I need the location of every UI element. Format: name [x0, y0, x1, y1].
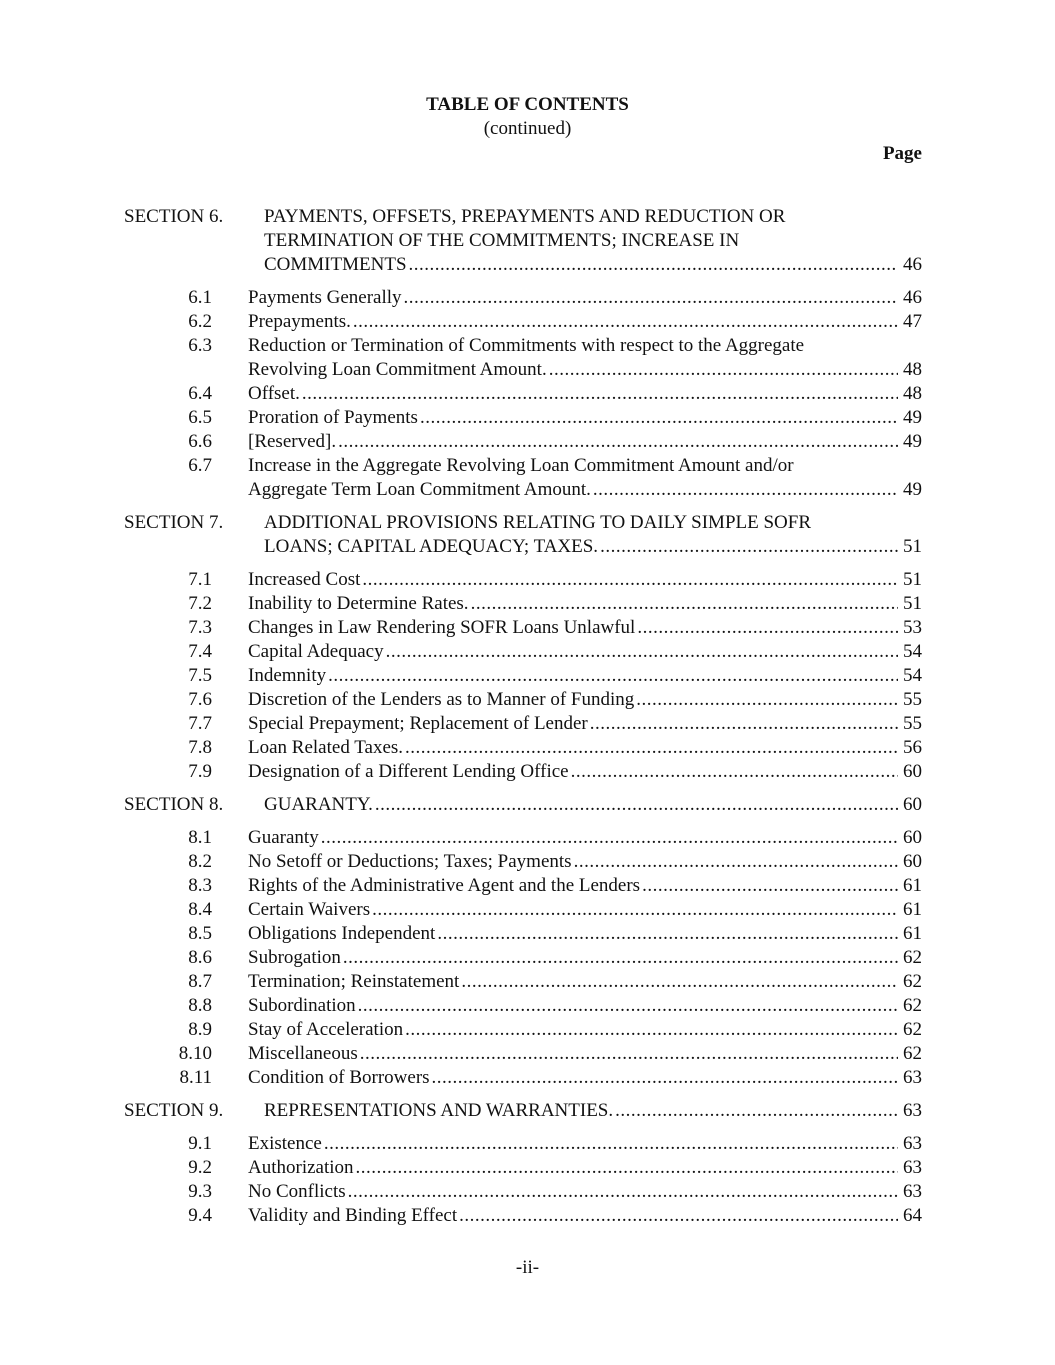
entry-body: [248, 850, 922, 874]
dot-leader: [405, 1018, 898, 1042]
section-heading: [264, 1099, 922, 1123]
entry-last-line: [248, 760, 922, 784]
entry-number: 6.2: [188, 311, 212, 332]
entry-body: [248, 736, 922, 760]
entry-number: 7.3: [188, 617, 212, 638]
entry-body: [248, 640, 922, 664]
section-heading-text: ADDITIONAL PROVISIONS RELATING TO DAILY SIMPLE SOFR: [264, 512, 812, 533]
dot-leader: [549, 358, 898, 382]
entry-body: [248, 1018, 922, 1042]
entry-title: No Setoff or Deductions; Taxes; Payments: [248, 851, 572, 872]
entry-page-number: 54: [903, 665, 922, 686]
toc-entry[interactable]: [0, 922, 1055, 946]
entry-text: Reduction or Termination of Commitments with respect to the Aggregate: [248, 335, 805, 356]
dot-leader: [338, 430, 898, 454]
section-heading-last-line: [264, 253, 922, 277]
entry-title: Indemnity: [248, 665, 327, 686]
dot-leader: [642, 874, 898, 898]
entry-title: No Conflicts: [248, 1181, 346, 1202]
toc-list: [0, 205, 1055, 1228]
toc-entry[interactable]: [0, 994, 1055, 1018]
entry-last-line: [248, 616, 922, 640]
entry-last-line: [248, 688, 922, 712]
dot-leader: [302, 382, 898, 406]
entry-page-number: 60: [903, 761, 922, 782]
entry-body: [248, 1066, 922, 1090]
section-heading: [264, 205, 922, 277]
section-heading-last-line: [264, 535, 922, 559]
entry-number: 9.2: [188, 1157, 212, 1178]
entry-page-number: 62: [903, 995, 922, 1016]
entry-page-number: 63: [903, 1157, 922, 1178]
dot-leader: [593, 478, 898, 502]
toc-subtitle: (continued): [483, 118, 572, 139]
entry-title: Offset.: [248, 383, 300, 404]
dot-leader: [461, 970, 898, 994]
toc-entry[interactable]: [0, 1066, 1055, 1090]
section-heading-last-line: [264, 793, 922, 817]
toc-entry[interactable]: [0, 616, 1055, 640]
entry-title: Changes in Law Rendering SOFR Loans Unlawful: [248, 617, 636, 638]
entry-last-line: [248, 382, 922, 406]
entry-body: [248, 1180, 922, 1204]
entry-last-line: [248, 406, 922, 430]
dot-leader: [375, 793, 898, 817]
dot-leader: [324, 1132, 898, 1156]
dot-leader: [348, 1180, 898, 1204]
dot-leader: [459, 1204, 898, 1228]
entry-number: 8.5: [188, 923, 212, 944]
entry-title: Capital Adequacy: [248, 641, 384, 662]
entry-title: Existence: [248, 1133, 322, 1154]
toc-entry[interactable]: [0, 406, 1055, 430]
toc-entry[interactable]: [0, 1042, 1055, 1066]
entry-number: 6.5: [188, 407, 212, 428]
entry-last-line: [248, 358, 922, 382]
entry-last-line: [248, 640, 922, 664]
dot-leader: [420, 406, 898, 430]
section-heading-last-line: [264, 1099, 922, 1123]
section-heading-title: REPRESENTATIONS AND WARRANTIES.: [264, 1100, 614, 1121]
entry-number: 7.4: [188, 641, 212, 662]
entry-number: 8.3: [188, 875, 212, 896]
entry-number: 7.9: [188, 761, 212, 782]
toc-entry[interactable]: [0, 736, 1055, 760]
dot-leader: [372, 898, 898, 922]
section-heading-title: GUARANTY.: [264, 794, 373, 815]
entry-body: [248, 994, 922, 1018]
page-number-footer: -ii-: [515, 1257, 540, 1278]
entry-number: 8.10: [178, 1043, 212, 1064]
entry-last-line: [248, 1066, 922, 1090]
entry-body: [248, 616, 922, 640]
dot-leader: [637, 616, 898, 640]
dot-leader: [404, 286, 898, 310]
entry-number: 6.6: [188, 431, 212, 452]
dot-leader: [636, 688, 898, 712]
entry-title: Aggregate Term Loan Commitment Amount.: [248, 479, 591, 500]
entry-last-line: [248, 664, 922, 688]
entry-number: 8.9: [188, 1019, 212, 1040]
section-subentries: [0, 286, 1055, 502]
entry-title: Revolving Loan Commitment Amount.: [248, 359, 547, 380]
entry-text: Increase in the Aggregate Revolving Loan Commitment Amount and/or: [248, 455, 794, 476]
entry-number: 9.4: [188, 1205, 212, 1226]
entry-last-line: [248, 310, 922, 334]
entry-body: [248, 664, 922, 688]
dot-leader: [574, 850, 898, 874]
section-subentries: [0, 826, 1055, 1090]
toc-entry[interactable]: [0, 970, 1055, 994]
entry-page-number: 62: [903, 1019, 922, 1040]
entry-number: 8.4: [188, 899, 212, 920]
entry-title: Inability to Determine Rates.: [248, 593, 469, 614]
dot-leader: [615, 1099, 898, 1123]
section-heading-title: COMMITMENTS: [264, 254, 407, 275]
toc-entry[interactable]: [0, 946, 1055, 970]
entry-number: 7.7: [188, 713, 212, 734]
entry-title: Validity and Binding Effect: [248, 1205, 458, 1226]
entry-number: 6.4: [188, 383, 212, 404]
entry-last-line: [248, 1204, 922, 1228]
dot-leader: [437, 922, 898, 946]
toc-entry[interactable]: [0, 1180, 1055, 1204]
entry-title: Guaranty: [248, 827, 319, 848]
entry-last-line: [248, 430, 922, 454]
toc-title: TABLE OF CONTENTS: [426, 94, 629, 115]
dot-leader: [343, 946, 898, 970]
entry-page-number: 53: [903, 617, 922, 638]
entry-last-line: [248, 994, 922, 1018]
entry-last-line: [248, 478, 922, 502]
toc-entry[interactable]: [0, 640, 1055, 664]
toc-entry[interactable]: [0, 568, 1055, 592]
section-heading-page-number: 46: [903, 254, 922, 275]
entry-title: Prepayments.: [248, 311, 351, 332]
page-column-label: Page: [882, 143, 922, 164]
entry-body: [248, 1204, 922, 1228]
toc-entry[interactable]: [0, 334, 1055, 382]
dot-leader: [356, 1156, 898, 1180]
entry-number: 7.2: [188, 593, 212, 614]
toc-section[interactable]: [0, 793, 1055, 1090]
entry-title: Proration of Payments: [248, 407, 418, 428]
entry-page-number: 60: [903, 827, 922, 848]
entry-title: Loan Related Taxes.: [248, 737, 404, 758]
entry-body: [248, 1132, 922, 1156]
entry-page-number: 49: [903, 407, 922, 428]
section-number: SECTION 9.: [124, 1100, 224, 1121]
dot-leader: [432, 1066, 898, 1090]
section-heading-text: TERMINATION OF THE COMMITMENTS; INCREASE IN: [264, 230, 740, 251]
toc-entry[interactable]: [0, 286, 1055, 310]
dot-leader: [590, 712, 898, 736]
entry-body: [248, 454, 922, 502]
entry-page-number: 49: [903, 431, 922, 452]
section-heading-page-number: 60: [903, 794, 922, 815]
entry-last-line: [248, 970, 922, 994]
entry-page-number: 63: [903, 1133, 922, 1154]
entry-page-number: 49: [903, 479, 922, 500]
entry-body: [248, 310, 922, 334]
toc-entry[interactable]: [0, 382, 1055, 406]
section-heading-title: LOANS; CAPITAL ADEQUACY; TAXES.: [264, 536, 599, 557]
entry-page-number: 48: [903, 359, 922, 380]
entry-body: [248, 382, 922, 406]
toc-entry[interactable]: [0, 310, 1055, 334]
entry-page-number: 55: [903, 713, 922, 734]
dot-leader: [471, 592, 898, 616]
entry-title: Condition of Borrowers: [248, 1067, 430, 1088]
entry-number: 9.3: [188, 1181, 212, 1202]
entry-body: [248, 406, 922, 430]
dot-leader: [405, 736, 898, 760]
toc-entry[interactable]: [0, 664, 1055, 688]
entry-last-line: [248, 922, 922, 946]
entry-page-number: 62: [903, 971, 922, 992]
entry-title: Termination; Reinstatement: [248, 971, 460, 992]
section-number: SECTION 7.: [124, 512, 224, 533]
entry-title: Discretion of the Lenders as to Manner of Funding: [248, 689, 635, 710]
entry-last-line: [248, 712, 922, 736]
entry-title: Subrogation: [248, 947, 341, 968]
toc-entry[interactable]: [0, 592, 1055, 616]
entry-body: [248, 826, 922, 850]
toc-entry[interactable]: [0, 712, 1055, 736]
entry-body: [248, 922, 922, 946]
dot-leader: [353, 310, 898, 334]
entry-number: 6.7: [188, 455, 212, 476]
entry-page-number: 60: [903, 851, 922, 872]
entry-body: [248, 946, 922, 970]
entry-last-line: [248, 1018, 922, 1042]
entry-body: [248, 970, 922, 994]
entry-body: [248, 712, 922, 736]
toc-section[interactable]: [0, 1099, 1055, 1228]
entry-last-line: [248, 1042, 922, 1066]
entry-number: 8.6: [188, 947, 212, 968]
entry-last-line: [248, 1156, 922, 1180]
entry-page-number: 64: [903, 1205, 922, 1226]
toc-entry[interactable]: [0, 454, 1055, 502]
section-subentries: [0, 568, 1055, 784]
section-heading-page-number: 63: [903, 1100, 922, 1121]
entry-body: [248, 1156, 922, 1180]
entry-number: 7.5: [188, 665, 212, 686]
entry-page-number: 51: [903, 569, 922, 590]
entry-title: Authorization: [248, 1157, 354, 1178]
entry-page-number: 46: [903, 287, 922, 308]
entry-number: 7.1: [188, 569, 212, 590]
entry-page-number: 51: [903, 593, 922, 614]
entry-last-line: [248, 850, 922, 874]
entry-page-number: 54: [903, 641, 922, 662]
section-number: SECTION 8.: [124, 794, 224, 815]
entry-body: [248, 568, 922, 592]
toc-entry[interactable]: [0, 1132, 1055, 1156]
entry-last-line: [248, 592, 922, 616]
entry-body: [248, 430, 922, 454]
entry-last-line: [248, 946, 922, 970]
entry-last-line: [248, 736, 922, 760]
entry-title: Miscellaneous: [248, 1043, 358, 1064]
dot-leader: [321, 826, 898, 850]
toc-entry[interactable]: [0, 898, 1055, 922]
toc-entry[interactable]: [0, 688, 1055, 712]
entry-number: 8.7: [188, 971, 212, 992]
entry-body: [248, 760, 922, 784]
entry-page-number: 55: [903, 689, 922, 710]
dot-leader: [358, 994, 898, 1018]
entry-title: [Reserved].: [248, 431, 337, 452]
dot-leader: [360, 1042, 898, 1066]
entry-body: [248, 688, 922, 712]
entry-title: Certain Waivers: [248, 899, 371, 920]
entry-number: 8.8: [188, 995, 212, 1016]
entry-page-number: 61: [903, 875, 922, 896]
entry-last-line: [248, 568, 922, 592]
entry-number: 7.6: [188, 689, 212, 710]
dot-leader: [409, 253, 898, 277]
entry-page-number: 63: [903, 1067, 922, 1088]
dot-leader: [386, 640, 898, 664]
entry-title: Increased Cost: [248, 569, 361, 590]
dot-leader: [600, 535, 898, 559]
section-heading: [264, 511, 922, 559]
entry-page-number: 48: [903, 383, 922, 404]
entry-title: Special Prepayment; Replacement of Lender: [248, 713, 588, 734]
section-subentries: [0, 1132, 1055, 1228]
entry-body: [248, 334, 922, 382]
entry-page-number: 62: [903, 947, 922, 968]
toc-section[interactable]: [0, 205, 1055, 502]
section-heading-page-number: 51: [903, 536, 922, 557]
dot-leader: [571, 760, 898, 784]
toc-section[interactable]: [0, 511, 1055, 784]
dot-leader: [328, 664, 898, 688]
section-number: SECTION 6.: [124, 206, 224, 227]
entry-last-line: [248, 1180, 922, 1204]
entry-page-number: 61: [903, 899, 922, 920]
entry-number: 8.1: [188, 827, 212, 848]
entry-title: Obligations Independent: [248, 923, 436, 944]
dot-leader: [362, 568, 898, 592]
entry-body: [248, 592, 922, 616]
entry-title: Payments Generally: [248, 287, 402, 308]
entry-number: 7.8: [188, 737, 212, 758]
entry-title: Designation of a Different Lending Office: [248, 761, 569, 782]
toc-entry[interactable]: [0, 760, 1055, 784]
entry-last-line: [248, 898, 922, 922]
entry-title: Stay of Acceleration: [248, 1019, 404, 1040]
entry-body: [248, 874, 922, 898]
toc-entry[interactable]: [0, 1204, 1055, 1228]
entry-page-number: 56: [903, 737, 922, 758]
entry-number: 6.1: [188, 287, 212, 308]
toc-entry[interactable]: [0, 1018, 1055, 1042]
entry-body: [248, 898, 922, 922]
entry-last-line: [248, 826, 922, 850]
entry-title: Rights of the Administrative Agent and the Lenders: [248, 875, 641, 896]
entry-body: [248, 1042, 922, 1066]
toc-header: [0, 93, 1055, 141]
entry-number: 8.11: [179, 1067, 212, 1088]
entry-page-number: 47: [903, 311, 922, 332]
entry-last-line: [248, 286, 922, 310]
entry-page-number: 63: [903, 1181, 922, 1202]
entry-number: 8.2: [188, 851, 212, 872]
toc-entry[interactable]: [0, 430, 1055, 454]
entry-page-number: 62: [903, 1043, 922, 1064]
entry-body: [248, 286, 922, 310]
entry-number: 9.1: [188, 1133, 212, 1154]
toc-entry[interactable]: [0, 826, 1055, 850]
entry-title: Subordination: [248, 995, 356, 1016]
entry-number: 6.3: [188, 335, 212, 356]
toc-entry[interactable]: [0, 850, 1055, 874]
section-heading: [264, 793, 922, 817]
section-heading-text: PAYMENTS, OFFSETS, PREPAYMENTS AND REDUCTION OR: [264, 206, 786, 227]
toc-entry[interactable]: [0, 874, 1055, 898]
entry-page-number: 61: [903, 923, 922, 944]
entry-last-line: [248, 1132, 922, 1156]
entry-last-line: [248, 874, 922, 898]
toc-entry[interactable]: [0, 1156, 1055, 1180]
